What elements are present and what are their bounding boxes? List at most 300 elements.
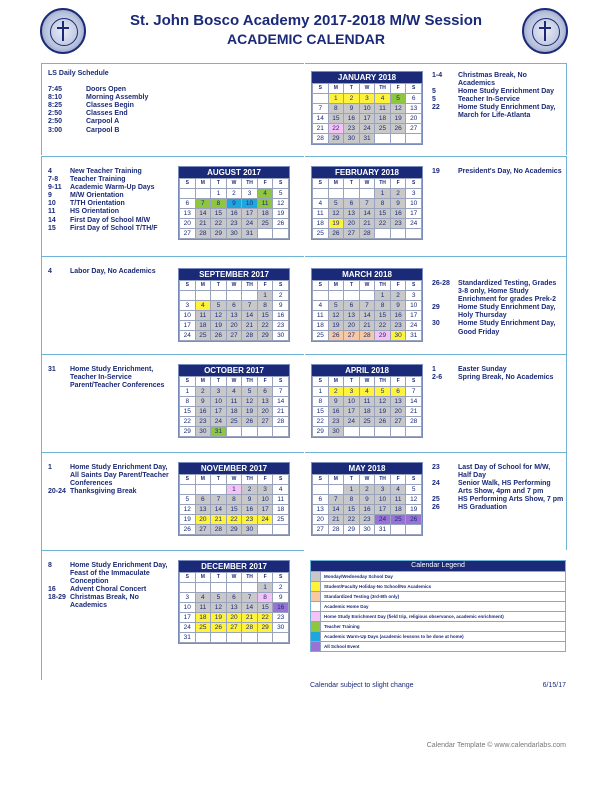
day-cell: 25 [390,515,406,525]
day-cell: 10 [406,199,422,209]
note-row [48,176,173,184]
weekday-header: W [226,179,242,189]
week-row [180,407,289,417]
day-cell: 24 [406,219,422,229]
day-cell: 30 [344,134,360,144]
weekday-header: T [344,377,360,387]
week-row [313,311,422,321]
day-cell: 16 [359,505,375,515]
note-row [432,96,564,104]
day-cell [313,189,329,199]
day-cell: 19 [328,219,344,229]
weekday-header: S [313,475,329,485]
note-row [432,168,564,176]
note-text: Labor Day, No Academics [70,268,156,275]
note-text: Home Study Enrichment Day [458,88,555,96]
calendar-march-2018 [311,268,423,342]
note-row [432,280,564,304]
day-cell: 12 [180,505,196,515]
week-row [313,199,422,209]
day-cell: 26 [273,219,289,229]
weekday-header: F [257,281,273,291]
weekday-header: S [406,377,422,387]
note-date: 8:25 [48,102,63,110]
day-cell: 12 [211,311,227,321]
weekday-header: S [273,377,289,387]
day-cell: 7 [242,301,258,311]
day-cell: 11 [313,209,329,219]
day-cell: 22 [180,417,196,427]
day-cell: 14 [313,114,329,124]
note-row [48,366,173,390]
schedule-heading: LS Daily Schedule [48,70,109,77]
day-cell: 25 [273,515,289,525]
day-cell: 18 [195,613,211,623]
weekday-header: S [313,377,329,387]
day-cell: 31 [359,134,375,144]
note-date: 30 [432,320,440,328]
note-row [432,496,564,504]
day-cell: 10 [180,311,196,321]
day-cell: 17 [257,505,273,515]
legend-label: Monday/Wednesday School Day [324,574,393,579]
week-row [180,613,289,623]
note-text: Teacher Training [70,176,126,184]
day-cell: 11 [195,603,211,613]
day-cell [242,633,258,643]
day-cell: 21 [273,407,289,417]
weekday-header: F [390,84,406,94]
day-cell: 13 [406,104,422,114]
note-text: Home Study Enrichment Day, Holy Thursday [458,304,556,320]
day-cell: 7 [195,199,211,209]
weekday-header: T [211,377,227,387]
day-cell: 24 [406,321,422,331]
day-cell: 30 [226,229,242,239]
week-row [313,397,422,407]
note-text: President's Day, No Academics [458,168,562,175]
day-cell: 29 [180,427,196,437]
day-cell: 2 [195,387,211,397]
day-cell: 15 [313,407,329,417]
month-title: MARCH 2018 [312,269,422,280]
day-cell: 31 [211,427,227,437]
day-cell: 14 [211,505,227,515]
day-cell: 4 [390,485,406,495]
day-cell: 7 [273,387,289,397]
note-date: 4 [48,168,52,175]
day-cell: 7 [242,593,258,603]
weekday-header: F [390,475,406,485]
weekday-header: W [226,281,242,291]
day-cell: 9 [242,495,258,505]
day-cell: 19 [211,613,227,623]
weekday-header: W [226,377,242,387]
month-title: DECEMBER 2017 [179,561,289,572]
day-cell [406,134,422,144]
day-cell [211,583,227,593]
day-cell: 3 [257,485,273,495]
day-cell: 28 [313,134,329,144]
weekday-header: S [313,179,329,189]
day-cell: 16 [344,114,360,124]
day-cell: 17 [359,114,375,124]
day-cell: 18 [390,505,406,515]
day-cell [273,229,289,239]
day-cell: 6 [195,495,211,505]
day-cell: 5 [406,485,422,495]
day-cell [242,427,258,437]
note-text: Christmas Break, No Academics [458,72,527,88]
legend-item [311,591,565,601]
note-date: 22 [432,104,440,112]
day-cell [273,633,289,643]
weekday-header: M [328,84,344,94]
day-cell: 18 [195,321,211,331]
calendar-december-2017 [178,560,290,644]
week-row [180,583,289,593]
day-cell: 8 [328,104,344,114]
day-cell: 13 [257,397,273,407]
day-cell: 7 [359,301,375,311]
day-cell: 1 [313,387,329,397]
day-cell: 28 [242,331,258,341]
day-cell: 27 [180,229,196,239]
weekday-header: F [257,179,273,189]
week-row [180,331,289,341]
day-cell: 14 [359,209,375,219]
legend-item [311,621,565,631]
week-row [180,199,289,209]
weekday-header: S [180,281,196,291]
note-date: 9 [48,192,52,200]
weekday-header: W [226,573,242,583]
day-cell: 23 [328,417,344,427]
day-cell: 21 [195,219,211,229]
weekday-header: TH [242,475,258,485]
day-cell: 23 [242,515,258,525]
march-notes [432,280,564,337]
day-cell: 27 [195,525,211,535]
day-cell: 15 [257,311,273,321]
note-date: 23 [432,464,440,471]
day-cell: 9 [390,199,406,209]
day-cell: 13 [180,209,196,219]
december-notes [48,562,173,611]
day-cell: 16 [242,505,258,515]
note-date: 7-8 [48,176,59,184]
day-cell: 24 [257,515,273,525]
legend-swatch [311,592,321,601]
november-notes [48,464,173,496]
day-cell [226,427,242,437]
week-row [180,633,289,643]
note-text: Last Day of School for M/W, Half Day [458,464,551,480]
day-cell [375,229,391,239]
note-row [48,200,173,208]
ls-daily-schedule [48,70,168,135]
note-row [432,72,564,88]
day-cell: 29 [211,229,227,239]
note-date: 8:10 [48,94,63,102]
day-cell: 31 [180,633,196,643]
day-cell: 6 [313,495,329,505]
day-cell [242,583,258,593]
weekday-header: S [273,573,289,583]
day-cell: 22 [375,219,391,229]
note-date: 29 [432,304,440,312]
day-cell: 17 [344,407,360,417]
day-cell: 19 [390,114,406,124]
legend-label: Academic Home Day [324,604,369,609]
day-cell [195,633,211,643]
calendar-august-2017 [178,166,290,240]
day-cell: 9 [226,199,242,209]
note-date: 10 [48,200,56,208]
day-cell [180,189,196,199]
day-cell: 22 [257,613,273,623]
day-cell: 9 [273,301,289,311]
note-row [432,88,564,96]
note-row [48,168,173,176]
day-cell: 29 [257,623,273,633]
day-cell [344,189,360,199]
day-cell [406,229,422,239]
footnote [310,682,566,689]
note-text: Morning Assembly [86,94,149,102]
note-date: 26 [432,504,440,512]
day-cell: 3 [406,189,422,199]
day-cell [226,291,242,301]
october-notes [48,366,173,390]
day-cell [375,427,391,437]
weekday-header: T [211,475,227,485]
day-cell [344,291,360,301]
day-cell [344,427,360,437]
day-cell: 28 [273,417,289,427]
september-notes [48,268,173,276]
day-cell: 11 [257,199,273,209]
day-cell: 29 [328,134,344,144]
day-cell: 21 [211,515,227,525]
day-cell: 19 [328,321,344,331]
day-cell: 29 [257,331,273,341]
legend-label: Standardized Testing (3rd-8th only) [324,594,400,599]
legend-label: Academic Warm-Up Days (academic lessons to be done at home) [324,634,464,639]
week-row [313,515,422,525]
month-title: MAY 2018 [312,463,422,474]
note-date: 8 [48,562,52,569]
day-cell: 18 [375,114,391,124]
day-cell: 2 [390,189,406,199]
day-cell [226,583,242,593]
note-text: Carpool A [86,118,120,126]
day-cell: 21 [359,321,375,331]
weekday-header: S [180,179,196,189]
day-cell: 27 [344,331,360,341]
day-cell: 26 [406,515,422,525]
weekday-header: TH [242,573,258,583]
day-cell: 3 [406,291,422,301]
august-notes [48,168,173,233]
day-cell [313,94,329,104]
day-cell [375,134,391,144]
day-cell: 15 [211,209,227,219]
note-text: Classes End [86,110,128,118]
day-cell: 10 [211,397,227,407]
day-cell: 1 [375,291,391,301]
month-title: APRIL 2018 [312,365,422,376]
note-text: Classes Begin [86,102,134,110]
note-row [48,208,173,216]
day-cell [211,291,227,301]
week-row [180,321,289,331]
week-row [180,219,289,229]
school-seal-left-icon [40,8,86,54]
week-row [313,505,422,515]
day-cell: 26 [242,417,258,427]
weekday-header: T [344,179,360,189]
day-cell: 20 [390,407,406,417]
day-cell: 4 [313,199,329,209]
page-title: St. John Bosco Academy 2017-2018 M/W Session [129,12,483,29]
weekday-header: F [257,377,273,387]
legend-title: Calendar Legend [311,561,565,571]
day-cell: 20 [195,515,211,525]
day-cell: 20 [313,515,329,525]
day-cell: 28 [195,229,211,239]
day-cell: 6 [406,94,422,104]
day-cell: 28 [359,331,375,341]
note-row [48,118,168,126]
day-cell: 26 [328,229,344,239]
template-credit: Calendar Template © www.calendarlabs.com [426,742,566,749]
day-cell [390,229,406,239]
day-cell: 25 [195,623,211,633]
week-row [313,331,422,341]
day-cell: 22 [344,515,360,525]
week-row [313,485,422,495]
note-row [48,110,168,118]
day-cell: 12 [328,209,344,219]
note-text: Senior Walk, HS Performing Arts Show, 4pm and 7 pm [458,480,551,496]
week-row [313,387,422,397]
weekday-header: TH [375,377,391,387]
day-cell: 4 [359,387,375,397]
note-date: 16 [48,586,56,594]
day-cell: 13 [344,209,360,219]
day-cell [359,189,375,199]
day-cell: 27 [344,229,360,239]
week-row [313,417,422,427]
week-row [180,485,289,495]
day-cell [273,525,289,535]
note-text: Home Study Enrichment Day, March for Life-Atlanta [458,104,556,120]
day-cell: 15 [180,407,196,417]
day-cell: 10 [359,104,375,114]
note-row [432,374,564,382]
day-cell: 4 [313,301,329,311]
day-cell: 13 [195,505,211,515]
day-cell: 9 [273,593,289,603]
note-date: 2-6 [432,374,443,382]
day-cell: 6 [344,199,360,209]
week-row [180,229,289,239]
day-cell: 30 [328,427,344,437]
legend-label: Home Study Enrichment Day (field trip, religious observance, academic enrichment) [324,614,504,619]
day-cell: 27 [313,525,329,535]
day-cell: 9 [359,495,375,505]
week-row [313,134,422,144]
day-cell: 17 [406,311,422,321]
week-row [180,311,289,321]
day-cell: 9 [390,301,406,311]
note-row [432,464,564,480]
day-cell [313,291,329,301]
day-cell: 24 [375,515,391,525]
note-text: HS Performing Arts Show, 7 pm [458,496,564,504]
note-row [48,102,168,110]
day-cell: 26 [180,525,196,535]
day-cell: 21 [313,124,329,134]
note-row [48,594,173,610]
day-cell: 5 [211,593,227,603]
day-cell: 4 [226,387,242,397]
day-cell [257,427,273,437]
day-cell: 5 [375,387,391,397]
school-seal-right-icon [522,8,568,54]
day-cell: 27 [257,417,273,427]
note-text: HS Orientation [70,208,120,216]
day-cell: 31 [406,331,422,341]
week-row [180,209,289,219]
day-cell: 3 [242,189,258,199]
day-cell: 10 [257,495,273,505]
weekday-header: F [390,377,406,387]
day-cell: 11 [273,495,289,505]
day-cell [390,525,406,535]
day-cell: 15 [328,114,344,124]
day-cell: 1 [344,485,360,495]
day-cell: 23 [273,613,289,623]
day-cell: 17 [180,321,196,331]
weekday-header: M [195,377,211,387]
day-cell: 3 [359,94,375,104]
day-cell [180,291,196,301]
legend-item [311,611,565,621]
day-cell: 1 [211,189,227,199]
day-cell: 6 [344,301,360,311]
day-cell [195,189,211,199]
day-cell: 2 [328,387,344,397]
week-row [313,229,422,239]
day-cell: 24 [180,623,196,633]
legend-swatch [311,622,321,631]
note-row [48,464,173,488]
day-cell: 16 [273,603,289,613]
day-cell: 18 [273,505,289,515]
day-cell: 24 [344,417,360,427]
day-cell: 30 [359,525,375,535]
note-text: Academic Warm-Up Days [70,184,155,192]
note-date: 1 [48,464,52,471]
day-cell: 18 [359,407,375,417]
day-cell: 6 [180,199,196,209]
legend-swatch [311,582,321,591]
week-row [180,525,289,535]
note-row [432,104,564,120]
week-row [313,189,422,199]
